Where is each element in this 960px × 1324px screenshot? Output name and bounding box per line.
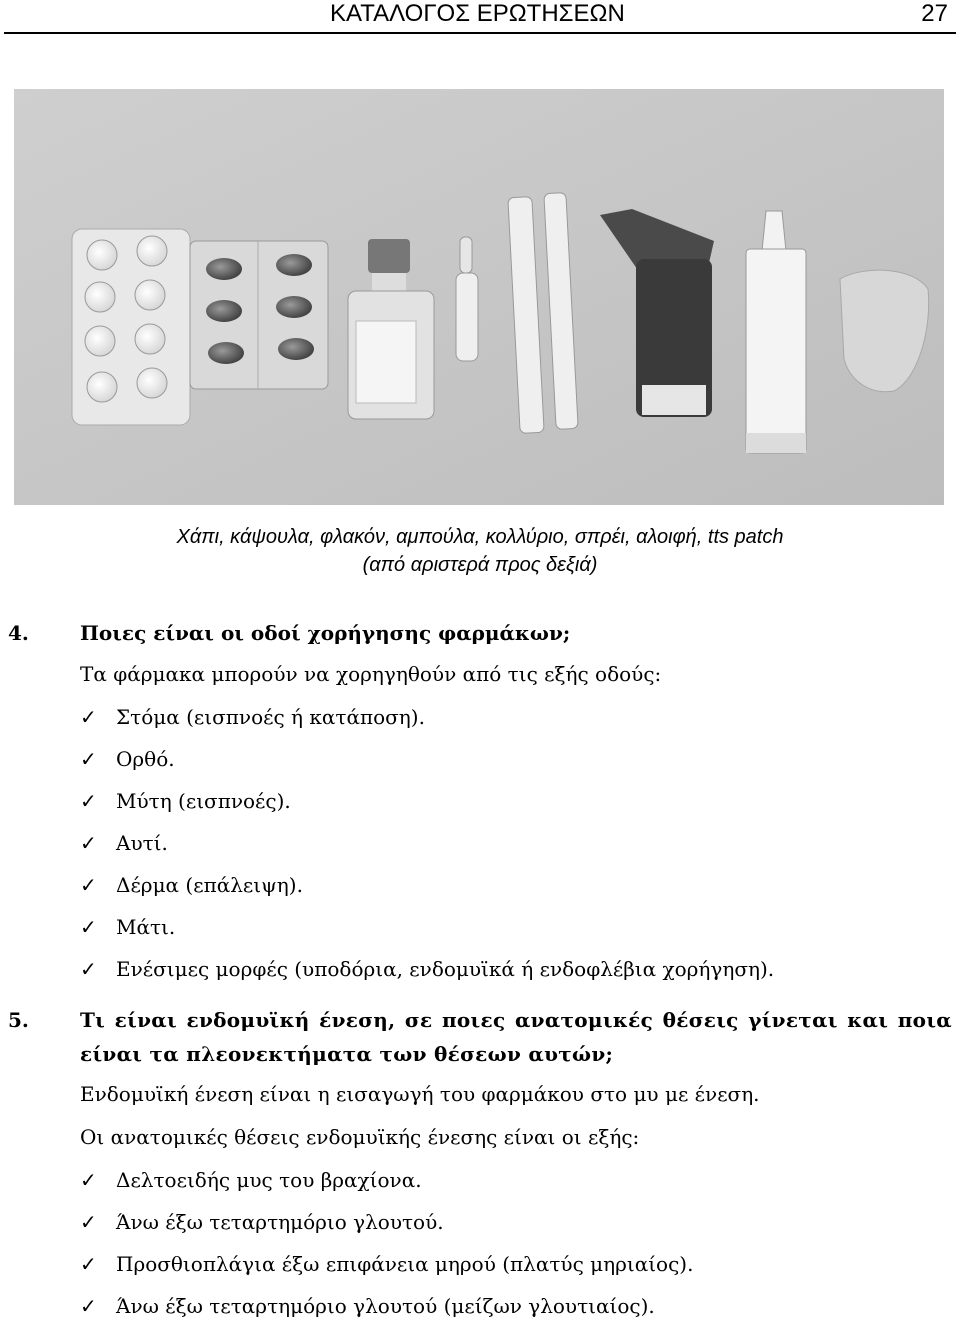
list-item	[80, 1250, 693, 1278]
page-number: 27	[921, 0, 948, 27]
question-text: Ποιες είναι οι οδοί χορήγησης φαρμάκων;	[80, 621, 571, 645]
list-item-text: Άνω έξω τεταρτημόριο γλουτού.	[116, 1210, 444, 1234]
list-item-text: Άνω έξω τεταρτημόριο γλουτού (μείζων γλουτιαίος).	[116, 1294, 655, 1318]
list-item	[80, 745, 175, 773]
list-item	[80, 703, 425, 731]
list-item-text: Δελτοειδής μυς του βραχίονα.	[116, 1168, 422, 1192]
checkmark-icon: ✓	[80, 1252, 97, 1276]
list-item	[80, 829, 168, 857]
checkmark-icon: ✓	[80, 705, 97, 729]
list-item-text: Αυτί.	[116, 831, 168, 855]
q5-intro: Οι ανατομικές θέσεις ενδομυϊκής ένεσης είναι οι εξής:	[80, 1125, 640, 1149]
list-item-text: Δέρμα (επάλειψη).	[116, 873, 303, 897]
list-item	[80, 955, 774, 983]
page-header	[0, 0, 960, 32]
list-item-text: Στόμα (εισπνοές ή κατάποση).	[116, 705, 425, 729]
header-rule	[4, 32, 956, 34]
capsule-blister-pack	[190, 241, 328, 389]
checkmark-icon: ✓	[80, 831, 97, 855]
checkmark-icon: ✓	[80, 1210, 97, 1234]
list-item-text: Μάτι.	[116, 915, 176, 939]
question-number: 4.	[8, 621, 29, 645]
question-number: 5.	[8, 1008, 29, 1032]
checkmark-icon: ✓	[80, 957, 97, 981]
list-item	[80, 871, 303, 899]
header-title: ΚΑΤΑΛΟΓΟΣ ΕΡΩΤΗΣΕΩΝ	[330, 0, 625, 27]
checkmark-icon: ✓	[80, 915, 97, 939]
list-item	[80, 787, 291, 815]
figure-caption-line2: (από αριστερά προς δεξιά)	[362, 554, 598, 576]
checkmark-icon: ✓	[80, 873, 97, 897]
list-item-text: Μύτη (εισπνοές).	[116, 789, 291, 813]
list-item	[80, 913, 175, 941]
checkmark-icon: ✓	[80, 1294, 97, 1318]
list-item	[80, 1292, 655, 1320]
checkmark-icon: ✓	[80, 747, 97, 771]
checkmark-icon: ✓	[80, 789, 97, 813]
question-text: Τι είναι ενδομυϊκή ένεση, σε ποιες ανατομικές θέσεις γίνεται και ποια είναι τα πλεονεκτήματα των θέσεων αυτών;	[80, 1008, 952, 1066]
figure-caption-line1: Χάπι, κάψουλα, φλακόν, αμπούλα, κολλύριο, σπρέι, αλοιφή, tts patch	[176, 526, 784, 548]
tablet-blister-pack	[72, 229, 190, 425]
q4-intro: Τα φάρμακα μπορούν να χορηγηθούν από τις εξής οδούς:	[80, 662, 662, 686]
medication-forms-photo	[14, 89, 944, 505]
list-item-text: Ενέσιμες μορφές (υποδόρια, ενδομυϊκά ή ενδοφλέβια χορήγηση).	[116, 957, 775, 981]
list-item-text: Προσθιοπλάγια έξω επιφάνεια μηρού (πλατύς μηριαίος).	[116, 1252, 694, 1276]
checkmark-icon: ✓	[80, 1168, 97, 1192]
list-item-text: Ορθό.	[116, 747, 175, 771]
list-item	[80, 1208, 444, 1236]
list-item	[80, 1166, 422, 1194]
q5-definition: Ενδομυϊκή ένεση είναι η εισαγωγή του φαρμάκου στο μυ με ένεση.	[80, 1082, 760, 1106]
